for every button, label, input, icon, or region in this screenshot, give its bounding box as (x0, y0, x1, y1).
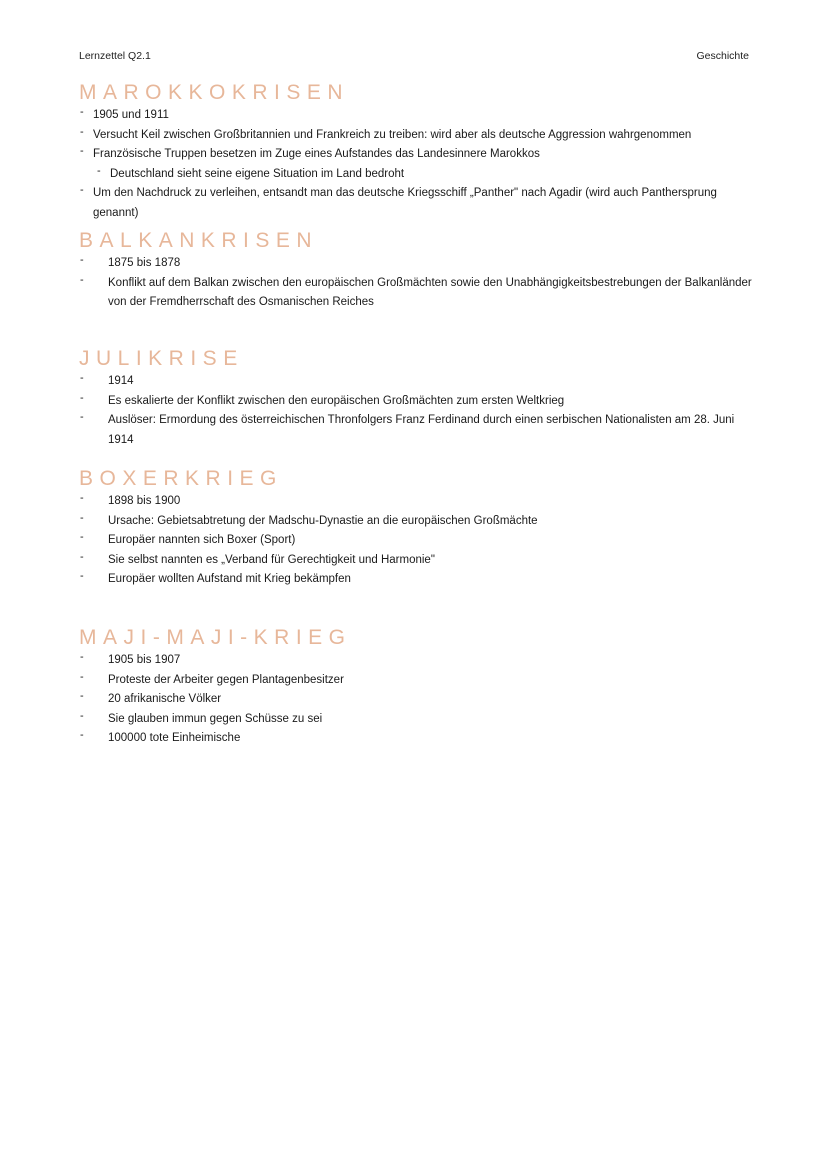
sub-list-item: - Deutschland sieht seine eigene Situation im Land bedroht (79, 165, 758, 185)
list-item: - Es eskalierte der Konflikt zwischen den europäischen Großmächten zum ersten Weltkrieg (79, 392, 758, 412)
page-header (79, 50, 749, 62)
header-course-label: Lernzettel Q2.1 (79, 50, 151, 62)
section-boxerkrieg (79, 466, 758, 590)
list-item: - 20 afrikanische Völker (79, 690, 758, 710)
list-item: - 1905 und 1911 (79, 106, 758, 126)
list-item: - 1875 bis 1878 (79, 254, 758, 274)
section-title: JULIKRISE (79, 347, 244, 370)
bullet-list (79, 372, 758, 450)
section-julikrise (79, 346, 758, 450)
list-item: - Um den Nachdruck zu verleihen, entsandt man das deutsche Kriegsschiff „Panther" nach Agadir (wird auch Panthersprung genannt) (79, 184, 758, 223)
list-item: - Proteste der Arbeiter gegen Plantagenbesitzer (79, 671, 758, 691)
section-title: BOXERKRIEG (79, 467, 283, 490)
list-item: - 100000 tote Einheimische (79, 729, 758, 749)
list-item: - Sie selbst nannten es „Verband für Gerechtigkeit und Harmonie" (79, 551, 758, 571)
section-maji-maji-krieg (79, 625, 758, 749)
bullet-list (79, 492, 758, 590)
list-item: - Europäer wollten Aufstand mit Krieg bekämpfen (79, 570, 758, 590)
bullet-list (79, 106, 758, 223)
header-subject-label: Geschichte (696, 50, 749, 62)
list-item: - Auslöser: Ermordung des österreichischen Thronfolgers Franz Ferdinand durch einen serbischen Nationalisten am 28. Juni 1914 (79, 411, 758, 450)
list-item: - Französische Truppen besetzen im Zuge eines Aufstandes das Landesinnere Marokkos (79, 145, 758, 165)
bullet-list (79, 254, 758, 313)
section-title: MAJI-MAJI-KRIEG (79, 626, 352, 649)
list-item: - 1905 bis 1907 (79, 651, 758, 671)
list-item: - Versucht Keil zwischen Großbritannien und Frankreich zu treiben: wird aber als deutsche Aggression wahrgenommen (79, 126, 758, 146)
section-title: MAROKKOKRISEN (79, 81, 350, 104)
list-item: - Europäer nannten sich Boxer (Sport) (79, 531, 758, 551)
list-item: - 1898 bis 1900 (79, 492, 758, 512)
list-item: - Sie glauben immun gegen Schüsse zu sei (79, 710, 758, 730)
section-marokkokrisen (79, 80, 758, 223)
section-balkankrisen (79, 228, 758, 313)
bullet-list (79, 651, 758, 749)
list-item: - Konflikt auf dem Balkan zwischen den europäischen Großmächten sowie den Unabhängigkeitsbestrebungen der Balkanländer von der Fremdherrschaft des Osmanischen Reiches (79, 274, 758, 313)
list-item: - 1914 (79, 372, 758, 392)
list-item: - Ursache: Gebietsabtretung der Madschu-Dynastie an die europäischen Großmächte (79, 512, 758, 532)
section-title: BALKANKRISEN (79, 229, 319, 252)
